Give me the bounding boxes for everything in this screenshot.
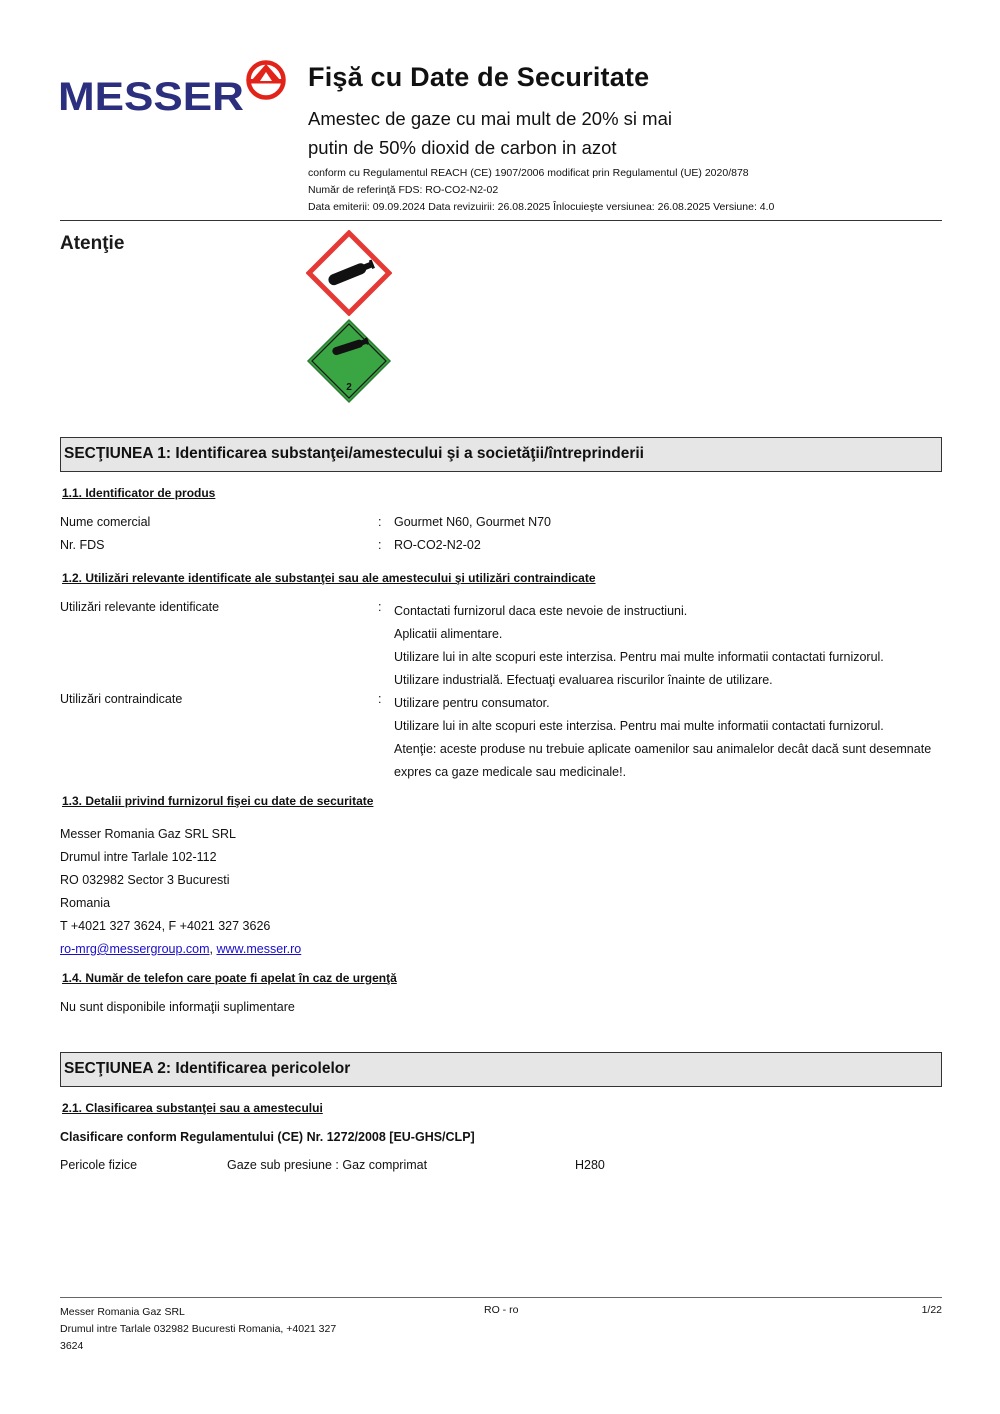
colon-separator: :	[378, 600, 382, 614]
footer-address: 3624	[60, 1340, 84, 1352]
footer-address: Drumul intre Tarlale 032982 Bucuresti Romania, +4021 327	[60, 1323, 337, 1335]
colon-separator: :	[378, 515, 382, 529]
supplier-links	[60, 938, 301, 961]
supplier-line: T +4021 327 3624, F +4021 327 3626	[60, 919, 271, 933]
contra-uses-label: Utilizări contraindicate	[60, 692, 183, 706]
email-link[interactable]: ro-mrg@messergroup.com	[60, 942, 210, 956]
sds-number-value: RO-CO2-N2-02	[394, 538, 481, 552]
subsection-1-2-title: 1.2. Utilizări relevante identificate ale substanţei sau ale amestecului şi utilizări contraindicate	[62, 571, 596, 585]
subsection-2-1-title: 2.1. Clasificarea substanţei sau a amestecului	[62, 1101, 323, 1115]
emergency-info-text: Nu sunt disponibile informaţii suplimentare	[60, 1000, 295, 1014]
footer-company-block	[60, 1304, 336, 1355]
list-item: Utilizare lui in alte scopuri este interzisa. Pentru mai multe informatii contactati furnizorul.	[394, 650, 884, 664]
gas-cylinder-class2-icon	[306, 318, 392, 404]
document-title: Fişă cu Date de Securitate	[308, 62, 650, 92]
subsection-1-3-title: 1.3. Detalii privind furnizorul fişei cu date de securitate	[62, 794, 374, 808]
reference-number: Număr de referinţă FDS: RO-CO2-N2-02	[308, 184, 499, 196]
supplier-line: RO 032982 Sector 3 Bucuresti	[60, 873, 230, 887]
document-dates: Data emiterii: 09.09.2024 Data revizuirii: 26.08.2025 Înlocuieşte versiunea: 26.08.2025 Versiune: 4.0	[308, 201, 775, 213]
supplier-details	[60, 823, 301, 961]
subsection-1-1-title: 1.1. Identificator de produs	[62, 486, 216, 500]
hazard-statement-code: H280	[575, 1158, 605, 1172]
colon-separator: :	[378, 538, 382, 552]
contra-uses-list	[394, 692, 942, 784]
list-item: Aplicatii alimentare.	[394, 627, 503, 641]
section-2-header	[60, 1052, 942, 1087]
footer-divider	[60, 1297, 942, 1298]
list-item: expres ca gaze medicale sau medicinale!.	[394, 765, 627, 779]
logo-wordmark: MESSER	[58, 75, 245, 116]
supplier-line: Messer Romania Gaz SRL SRL	[60, 827, 236, 841]
sds-number-label: Nr. FDS	[60, 538, 105, 552]
pictogram-class-number: 2	[346, 382, 352, 393]
trade-name-value: Gourmet N60, Gourmet N70	[394, 515, 552, 529]
gas-cylinder-ghs04-icon	[306, 230, 392, 316]
colon-separator: :	[378, 692, 382, 706]
supplier-line: Drumul intre Tarlale 102-112	[60, 850, 217, 864]
list-item: Utilizare industrială. Efectuaţi evaluarea riscurilor înainte de utilizare.	[394, 673, 773, 687]
hazard-category-label: Pericole fizice	[60, 1158, 138, 1172]
footer-page-number: 1/22	[921, 1304, 942, 1316]
regulation-text: conform cu Regulamentul REACH (CE) 1907/2006 modificat prin Regulamentul (UE) 2020/878	[308, 167, 749, 179]
list-item: Atenţie: aceste produse nu trebuie aplicate oamenilor sau animalelor decât dacă sunt desemnate	[394, 742, 932, 756]
hazard-class-value: Gaze sub presiune : Gaz comprimat	[227, 1158, 428, 1172]
relevant-uses-label: Utilizări relevante identificate	[60, 600, 220, 614]
website-link[interactable]: www.messer.ro	[216, 942, 302, 956]
messer-logo	[58, 58, 290, 116]
section-2-title: SECŢIUNEA 2: Identificarea pericolelor	[64, 1060, 351, 1077]
footer-language: RO - ro	[484, 1304, 519, 1316]
list-item: Utilizare pentru consumator.	[394, 696, 550, 710]
trade-name-label: Nume comercial	[60, 515, 151, 529]
header-divider	[60, 220, 942, 221]
subtitle-line: putin de 50% dioxid de carbon in azot	[308, 137, 617, 158]
footer-company: Messer Romania Gaz SRL	[60, 1306, 185, 1318]
list-item: Utilizare lui in alte scopuri este interzisa. Pentru mai multe informatii contactati furnizorul.	[394, 719, 884, 733]
relevant-uses-list	[394, 600, 942, 692]
subtitle-line: Amestec de gaze cu mai mult de 20% si mai	[308, 108, 672, 129]
product-subtitle	[308, 104, 728, 162]
section-1-header	[60, 437, 942, 472]
subsection-1-4-title: 1.4. Număr de telefon care poate fi apelat în caz de urgenţă	[62, 971, 397, 985]
link-separator: ,	[209, 942, 217, 956]
messer-emblem-icon	[249, 63, 284, 98]
clp-classification-title: Clasificare conform Regulamentului (CE) Nr. 1272/2008 [EU-GHS/CLP]	[60, 1130, 475, 1144]
list-item: Contactati furnizorul daca este nevoie de instructiuni.	[394, 604, 688, 618]
supplier-line: Romania	[60, 896, 111, 910]
section-1-title: SECŢIUNEA 1: Identificarea substanţei/amestecului şi a societăţii/întreprinderii	[64, 445, 644, 462]
signal-word: Atenţie	[60, 233, 125, 254]
